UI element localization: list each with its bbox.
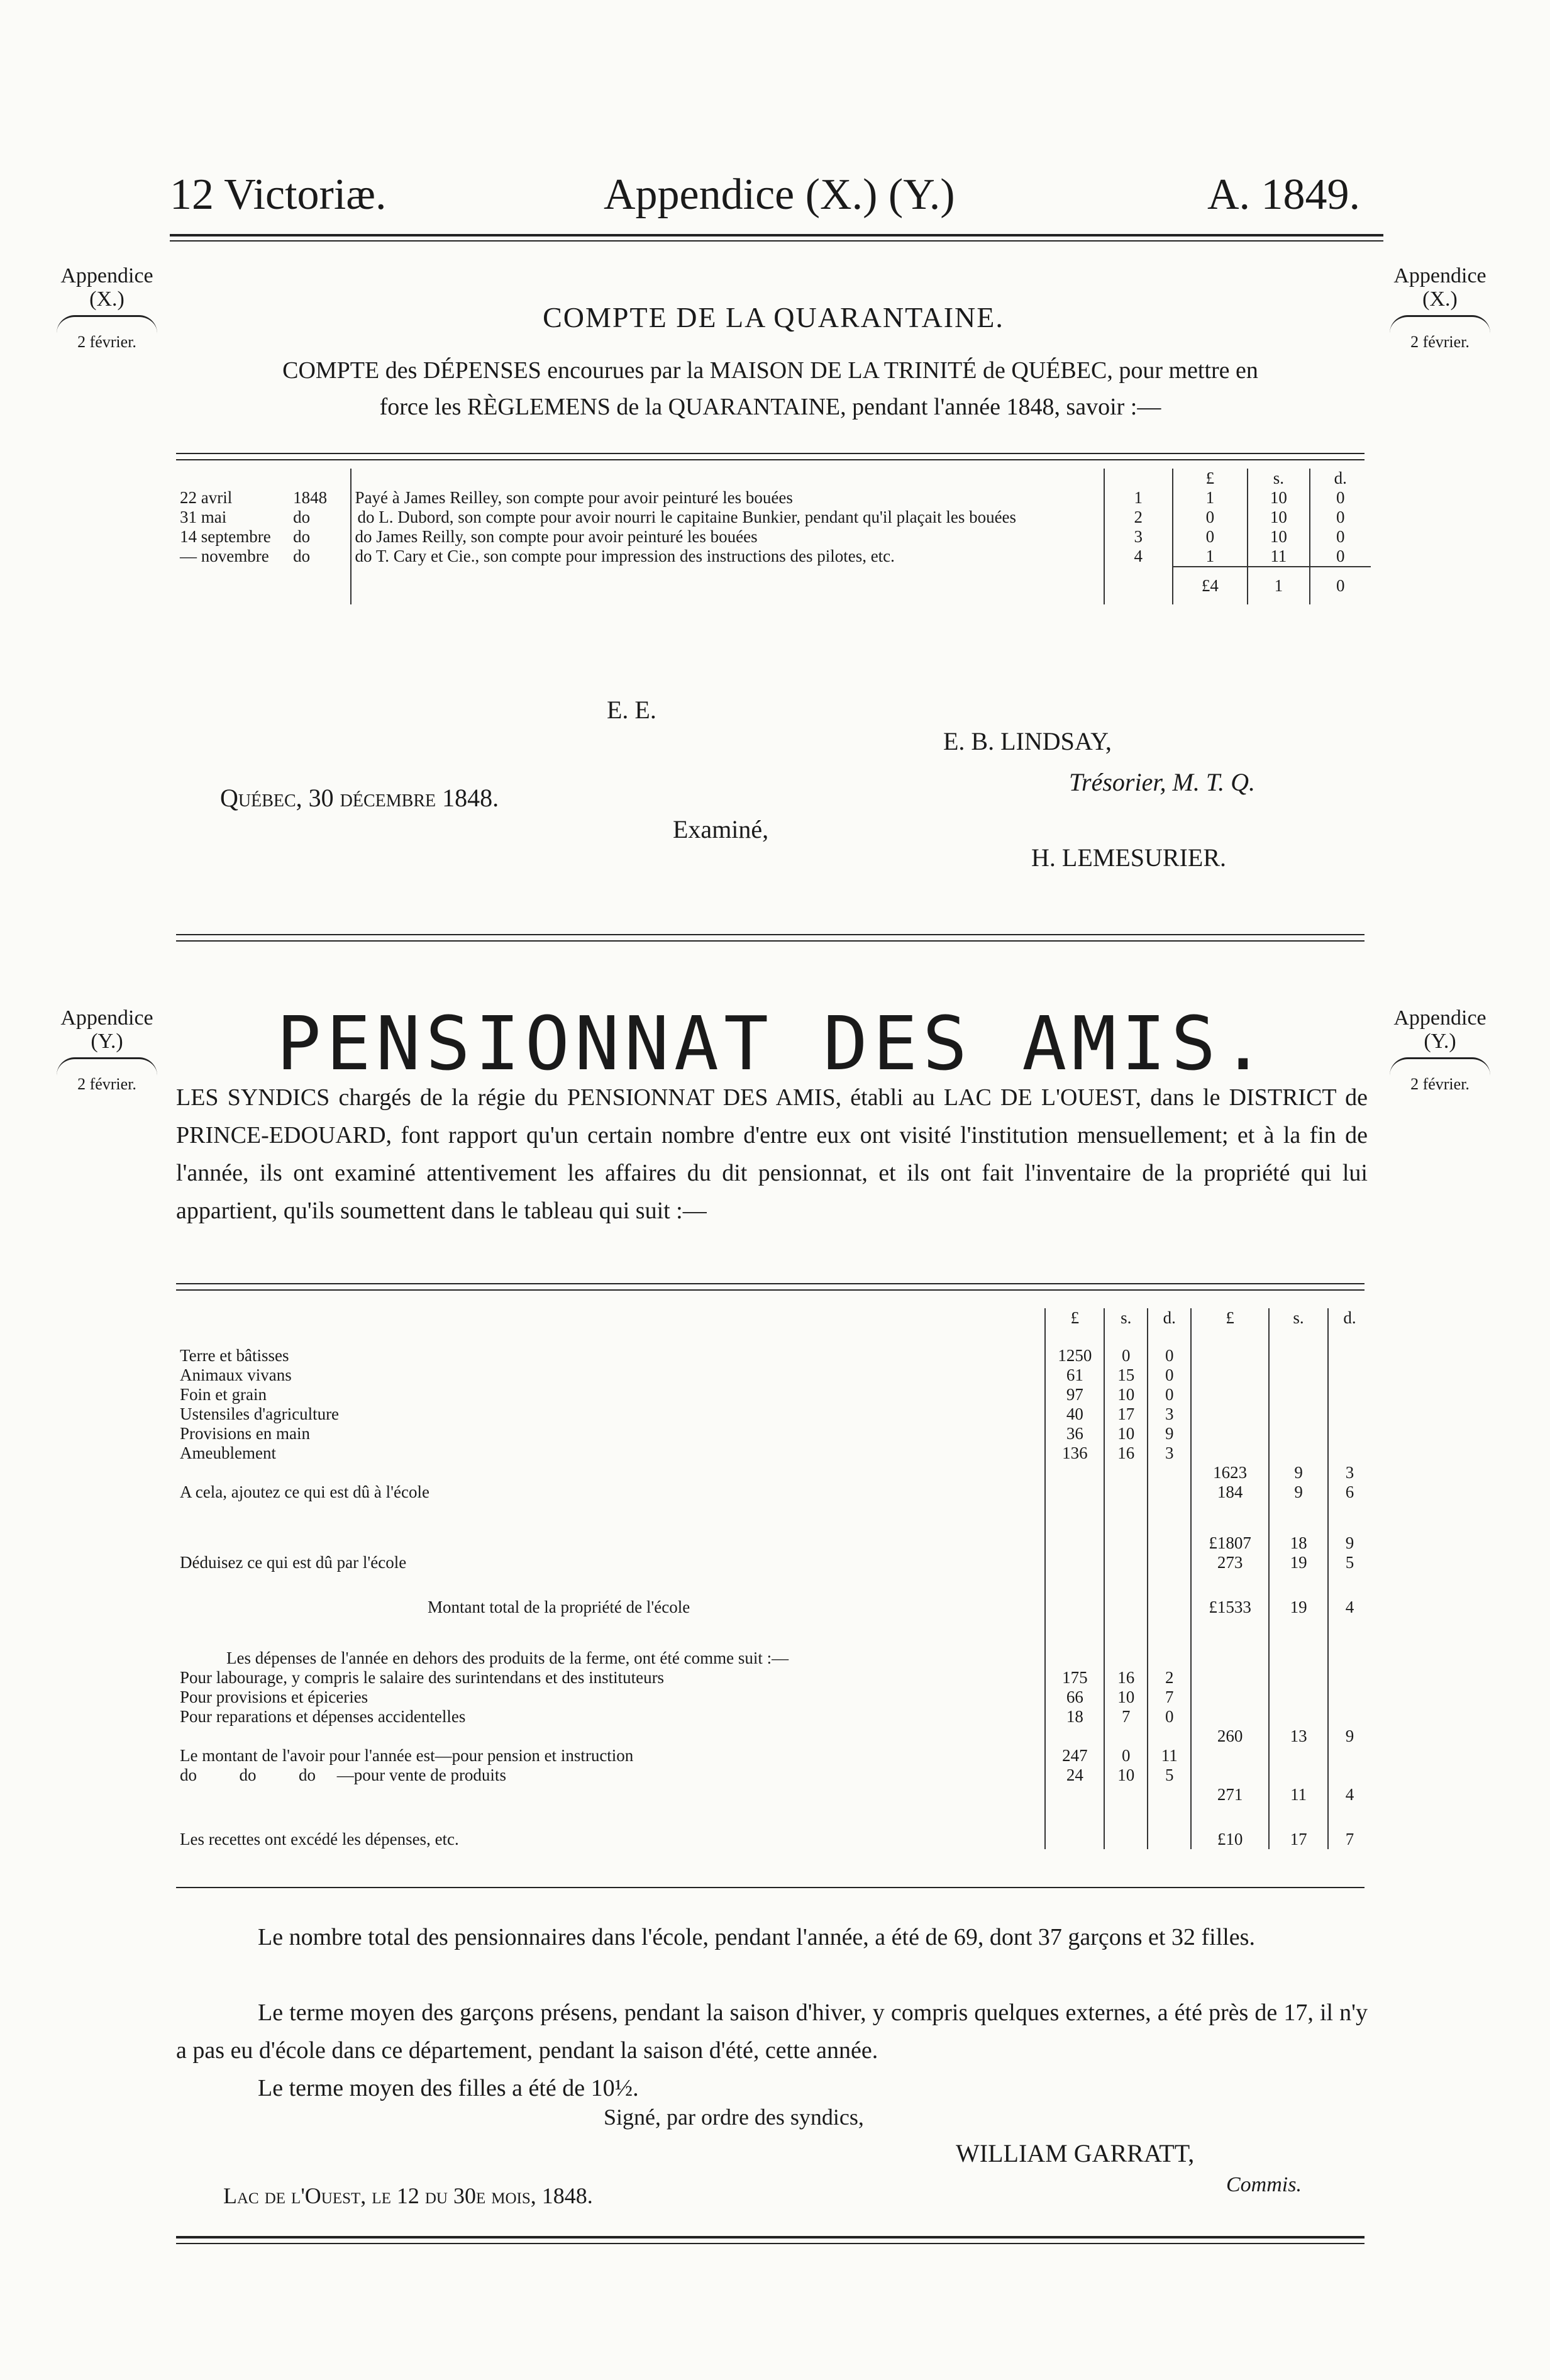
signer-garratt-title: Commis. <box>1226 2173 1302 2196</box>
table-row: Montant total de la propriété de l'école £1533 19 4 <box>176 1598 1371 1617</box>
table-row: £1807 18 9 <box>176 1533 1371 1553</box>
section-y-title: PENSIONNAT DES AMIS. <box>276 1000 1271 1087</box>
boys-term-paragraph: Le terme moyen des garçons présens, pendant la saison d'hiver, y compris quelques externes, a été près de 17, il n'y a pas eu d'école dans ce département, pendant la saison d'été, cette année. <box>176 1999 1368 2064</box>
table-row: do do do —pour vente de produits 24 10 5 <box>176 1766 1371 1785</box>
brace-icon <box>57 1057 157 1076</box>
margin-date: 2 février. <box>1410 332 1470 351</box>
section-x-title: COMPTE DE LA QUARANTAINE. <box>543 301 1004 333</box>
table-row: 1623 9 3 <box>176 1463 1371 1482</box>
margin-label: Appendice <box>60 264 153 287</box>
table-row: Ameublement 136 16 3 <box>176 1443 1371 1463</box>
section-x-intro <box>176 352 1365 425</box>
lac-ouest-date: Lac de l'Ouest, le 12 du 30e mois, 1848. <box>223 2183 593 2208</box>
table-row: Foin et grain 97 10 0 <box>176 1385 1371 1404</box>
quebec-date: Québec, 30 décembre 1848. <box>220 784 499 812</box>
signer-lindsay-title: Trésorier, M. T. Q. <box>1069 768 1255 796</box>
table-y-top-rule <box>176 1283 1365 1284</box>
margin-date: 2 février. <box>77 1074 136 1093</box>
margin-note-left-x <box>38 264 176 351</box>
header-rule-2 <box>170 240 1383 242</box>
margin-letter: (X.) <box>1422 287 1458 311</box>
brace-icon <box>1390 315 1490 333</box>
signer-lindsay: E. B. LINDSAY, <box>943 727 1112 755</box>
margin-letter: (Y.) <box>91 1030 123 1054</box>
table-row: 22 avril 1848 Payé à James Reilley, son compte pour avoir peinturé les bouées 1 1 10 0 <box>176 488 1371 508</box>
total-row: £4 1 0 <box>176 567 1371 604</box>
table-row: Pour labourage, y compris le salaire des surintendans et des instituteurs 175 16 2 <box>176 1668 1371 1688</box>
margin-label: Appendice <box>60 1006 153 1030</box>
inventory-table: £ s. d. £ s. d. Terre et bâtisses 1250 0 0 Animaux vivans 61 15 0 Foin et grain 97 10 0 Ustensiles d'agriculture 40 17 3 Provisions en main 36 10 9 Ameublement 136 16 3 1623 9 3 A cela, ajoutez ce qui est dû à l'école 184 9 6 £1807 18 9 Déduisez ce qui est dû par l'école 273 19 5 Montant total de la propriété de l'école £1533 19 4 Les dépenses de l'année en dehors des produits de la ferme, ont été comme suit :— Pour labourage, y compris le salaire des surintendans et des instituteurs 175 16 2 Pour provisions et épiceries 66 10 7 Pour reparations et dépenses accidentelles 18 7 0 260 13 9 Le montant de l'avoir pour l'année est—pour pension et instruction 247 0 11 do do do —pour vente de produits 24 10 5 271 11 4 Les recettes ont excédé les dépenses, etc. £10 17 7 <box>176 1308 1371 1849</box>
margin-date: 2 février. <box>77 332 136 351</box>
expenses-intro: Les dépenses de l'année en dehors des produits de la ferme, ont été comme suit :— <box>226 1649 789 1667</box>
col-shillings: s. <box>1248 469 1309 488</box>
table-row: Animaux vivans 61 15 0 <box>176 1365 1371 1385</box>
ee-mark: E. E. <box>607 696 656 724</box>
brace-icon <box>57 315 157 333</box>
quarantine-table <box>176 469 1371 604</box>
table-row: Déduisez ce qui est dû par l'école 273 19 5 <box>176 1553 1371 1572</box>
table-y-top-rule-2 <box>176 1289 1365 1291</box>
margin-letter: (X.) <box>89 287 125 311</box>
header-right: A. 1849. <box>1207 170 1361 219</box>
table-x-top-rule <box>176 453 1365 454</box>
table-row: Pour reparations et dépenses accidentelles 18 7 0 <box>176 1707 1371 1727</box>
margin-date: 2 février. <box>1410 1074 1470 1093</box>
table-x-top-rule-2 <box>176 459 1365 460</box>
table-row: 14 septembre do do James Reilly, son compte pour avoir peinturé les bouées 3 0 10 0 <box>176 527 1371 547</box>
table-row: Ustensiles d'agriculture 40 17 3 <box>176 1404 1371 1424</box>
header-center: Appendice (X.) (Y.) <box>604 170 955 219</box>
table-row: Terre et bâtisses 1250 0 0 <box>176 1346 1371 1365</box>
table-row: 31 mai do do L. Dubord, son compte pour avoir nourri le capitaine Bunkier, pendant qu'il plaçait les bouées 2 0 10 0 <box>176 508 1371 527</box>
table-row: Le montant de l'avoir pour l'année est—pour pension et instruction 247 0 11 <box>176 1746 1371 1766</box>
brace-icon <box>1390 1057 1490 1076</box>
table-row: 260 13 9 <box>176 1727 1371 1746</box>
table-row: Les recettes ont excédé les dépenses, etc. £10 17 7 <box>176 1830 1371 1849</box>
table-row: A cela, ajoutez ce qui est dû à l'école 184 9 6 <box>176 1482 1371 1502</box>
margin-label: Appendice <box>1393 1006 1486 1030</box>
col-pounds: £ <box>1173 469 1248 488</box>
boarders-paragraph: Le nombre total des pensionnaires dans l'école, pendant l'année, a été de 69, dont 37 garçons et 32 filles. <box>258 1924 1255 1950</box>
header-left: 12 Victoriæ. <box>170 170 387 219</box>
signed-by-line: Signé, par ordre des syndics, <box>604 2105 864 2130</box>
section-y-intro: LES SYNDICS chargés de la régie du PENSIONNAT DES AMIS, établi au LAC DE L'OUEST, dans le DISTRICT de PRINCE-EDOUARD, font rapport qu'un certain nombre d'entre eux ont visité l'institution mensuellement; et à la fin de l'année, ils ont examiné attentivement les affaires du dit pensionnat, et ils ont fait l'inventaire de la propriété qui lui appartient, qu'ils soumettent dans le tableau qui suit :— <box>176 1084 1368 1224</box>
signer-garratt: WILLIAM GARRATT, <box>956 2139 1195 2167</box>
table-row: 271 11 4 <box>176 1785 1371 1804</box>
examiner-lemesurier: H. LEMESURIER. <box>1031 843 1226 872</box>
table-y-bottom-rule <box>176 1887 1365 1888</box>
table-row: Pour provisions et épiceries 66 10 7 <box>176 1688 1371 1707</box>
intro-line-2: force les RÈGLEMENS de la QUARANTAINE, pendant l'année 1848, savoir :— <box>379 394 1161 420</box>
footer-rule <box>176 2236 1365 2238</box>
examined-label: Examiné, <box>673 815 769 843</box>
girls-term-paragraph: Le terme moyen des filles a été de 10½. <box>258 2075 639 2101</box>
margin-note-right-x <box>1371 264 1509 351</box>
footer-rule-2 <box>176 2243 1365 2244</box>
intro-line-1: COMPTE des DÉPENSES encourues par la MAISON DE LA TRINITÉ de QUÉBEC, pour mettre en <box>282 357 1258 384</box>
margin-note-right-y <box>1371 1006 1509 1093</box>
margin-letter: (Y.) <box>1424 1030 1456 1054</box>
margin-label: Appendice <box>1393 264 1486 287</box>
section-divider-2 <box>176 940 1365 942</box>
header-rule <box>170 234 1383 236</box>
table-row: Provisions en main 36 10 9 <box>176 1424 1371 1443</box>
margin-note-left-y <box>38 1006 176 1093</box>
table-row: — novembre do do T. Cary et Cie., son compte pour impression des instructions des pilotes, etc. 4 1 11 0 <box>176 547 1371 567</box>
col-pence: d. <box>1310 469 1371 488</box>
page-header <box>170 170 1377 220</box>
section-divider <box>176 934 1365 935</box>
